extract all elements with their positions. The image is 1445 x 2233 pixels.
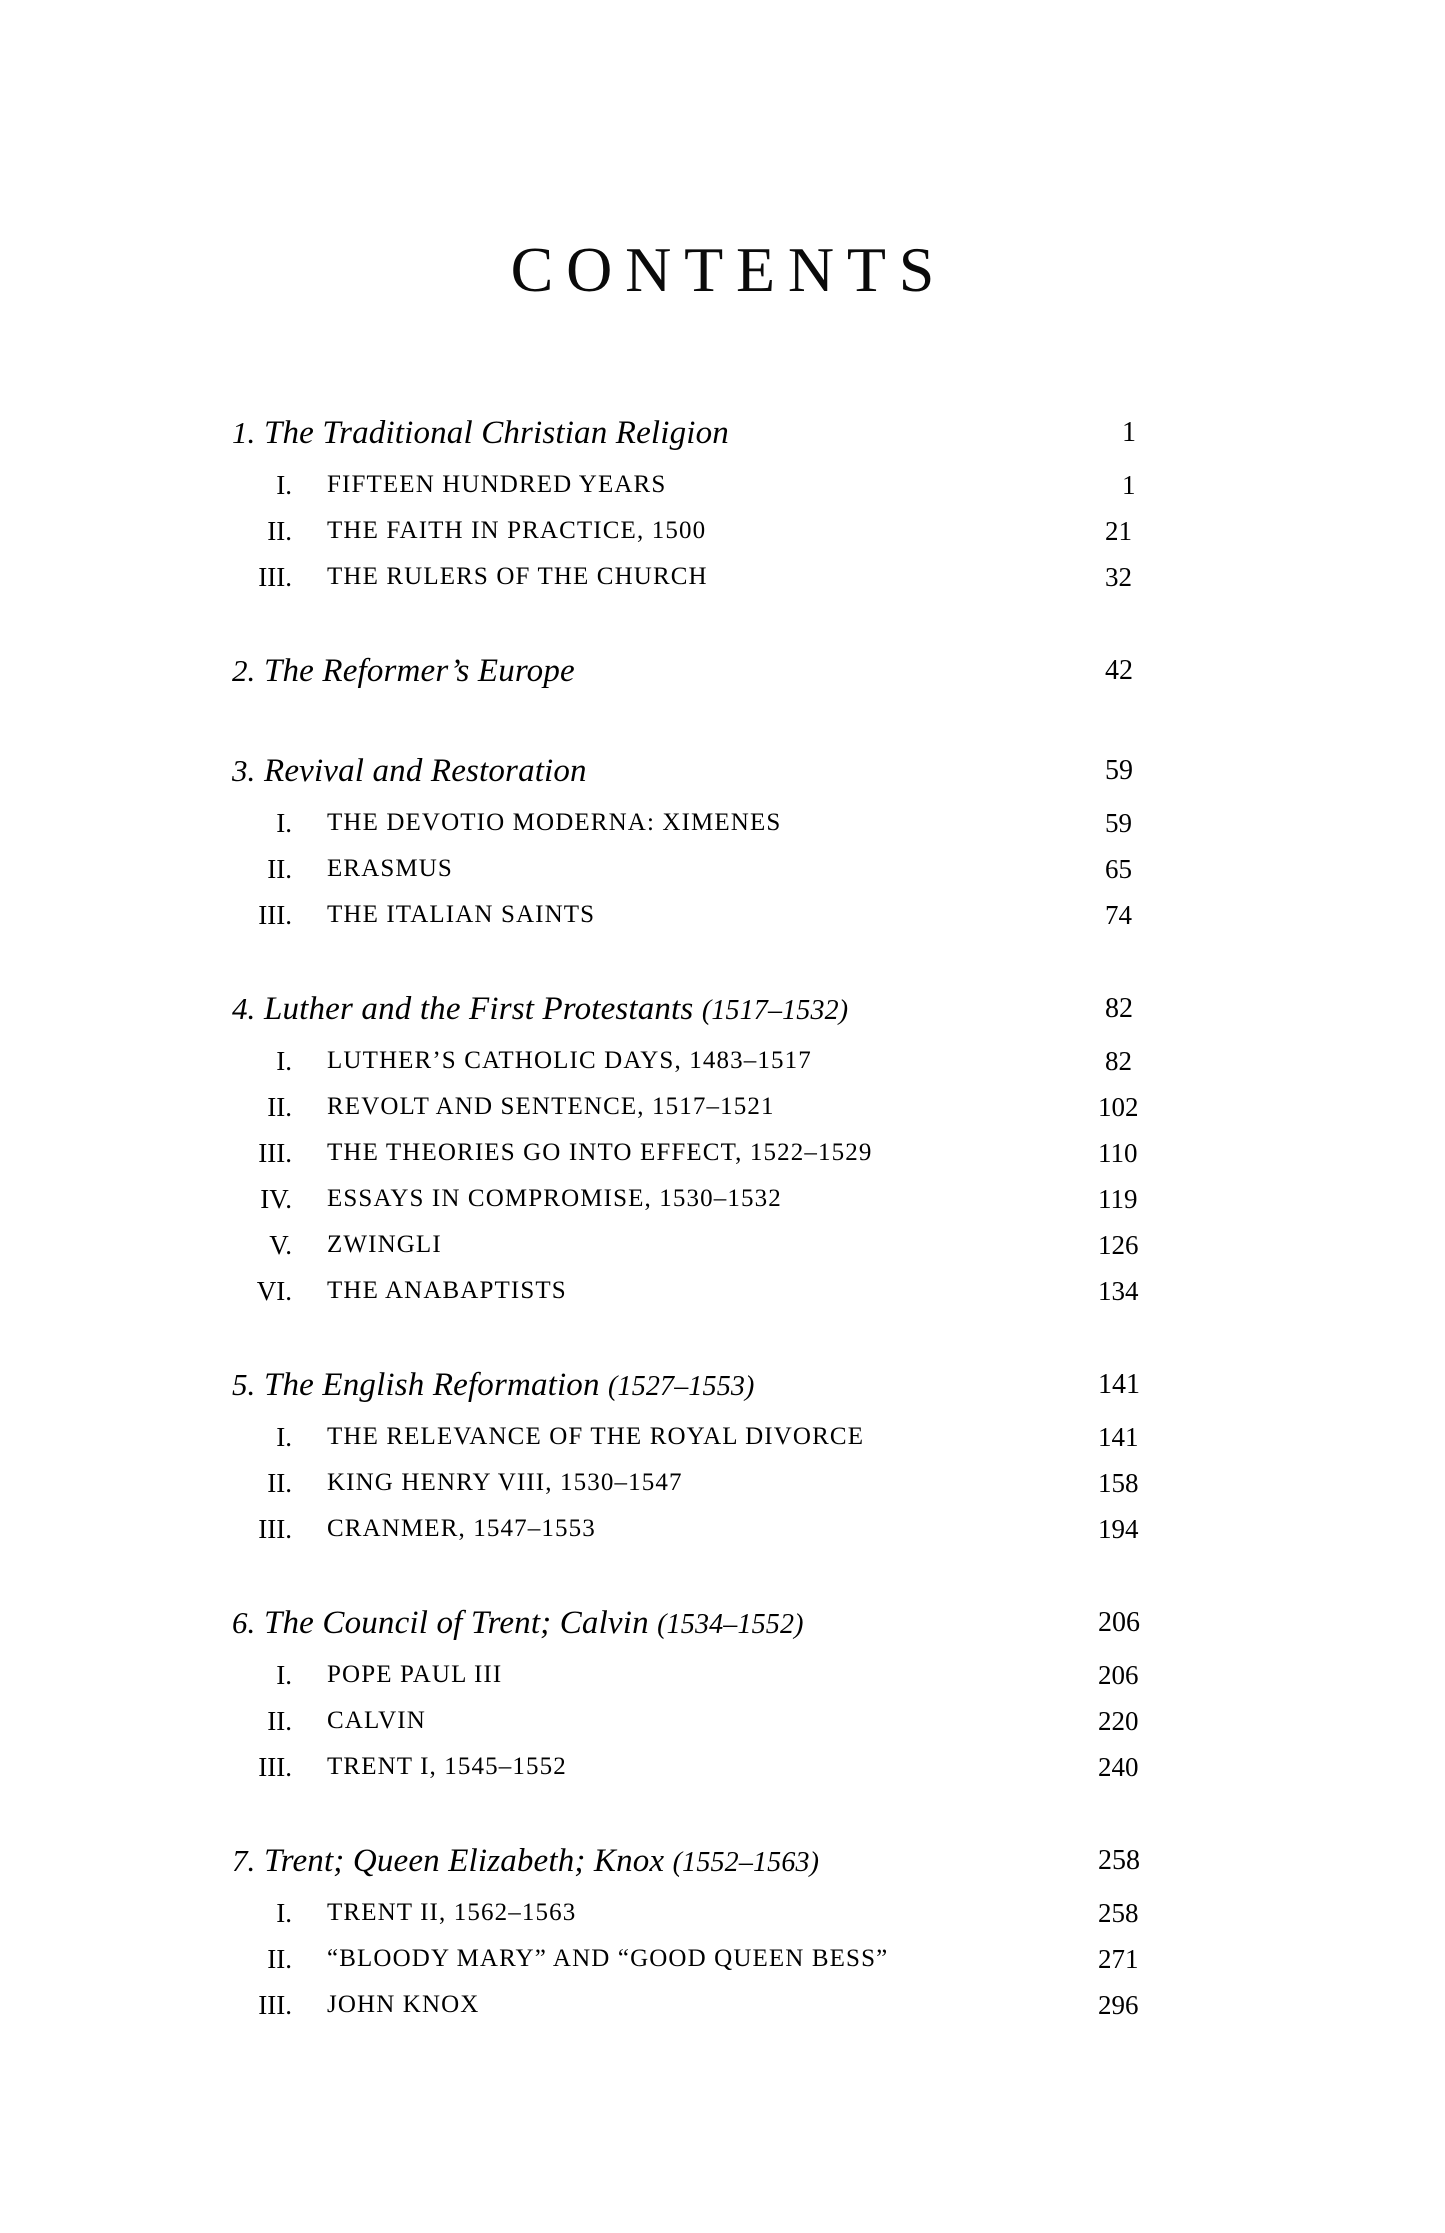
section-label: THE RULERS OF THE CHURCH	[327, 563, 708, 590]
chapter-entry[interactable]	[0, 1362, 1445, 1414]
section-page-number: 240	[1098, 1752, 1139, 1782]
section-label: REVOLT AND SENTENCE, 1517–1521	[327, 1093, 775, 1120]
section-label: THE THEORIES GO INTO EFFECT, 1522–1529	[327, 1139, 873, 1166]
section-roman-numeral: III.	[258, 1752, 292, 1782]
section-label: THE ANABAPTISTS	[327, 1277, 567, 1304]
chapter-entry[interactable]	[0, 648, 1445, 700]
section-entry[interactable]	[0, 1084, 1445, 1130]
section-page-number: 158	[1098, 1468, 1139, 1498]
chapter-number: 2.	[232, 653, 256, 688]
section-label: FIFTEEN HUNDRED YEARS	[327, 471, 667, 498]
chapter-entry[interactable]	[0, 1600, 1445, 1652]
section-roman-numeral: III.	[258, 900, 292, 930]
chapter-title-text: Luther and the First Protestants	[264, 991, 694, 1027]
section-page-number: 1	[1122, 470, 1136, 500]
section-label: KING HENRY VIII, 1530–1547	[327, 1469, 683, 1496]
section-roman-numeral: II.	[267, 1944, 292, 1974]
chapter-title	[264, 986, 848, 1034]
section-entry[interactable]	[0, 1982, 1445, 2028]
chapter-number: 4.	[232, 991, 256, 1026]
section-entry[interactable]	[0, 1890, 1445, 1936]
section-entry[interactable]	[0, 1936, 1445, 1982]
section-label: TRENT II, 1562–1563	[327, 1899, 577, 1926]
section-label: “BLOODY MARY” AND “GOOD QUEEN BESS”	[327, 1945, 889, 1972]
chapter-number: 7.	[232, 1843, 256, 1878]
section-label: LUTHER’S CATHOLIC DAYS, 1483–1517	[327, 1047, 812, 1074]
section-entry[interactable]	[0, 846, 1445, 892]
section-page-number: 194	[1098, 1514, 1139, 1544]
section-page-number: 296	[1098, 1990, 1139, 2020]
section-entry[interactable]	[0, 800, 1445, 846]
section-label: THE FAITH IN PRACTICE, 1500	[327, 517, 707, 544]
section-label: THE RELEVANCE OF THE ROYAL DIVORCE	[327, 1423, 865, 1450]
chapter-group	[0, 748, 1445, 938]
section-roman-numeral: I.	[276, 1660, 292, 1690]
section-label: ESSAYS IN COMPROMISE, 1530–1532	[327, 1185, 782, 1212]
chapter-title-text: Revival and Restoration	[264, 753, 587, 789]
chapter-entry[interactable]	[0, 748, 1445, 800]
section-entry[interactable]	[0, 1460, 1445, 1506]
section-entry[interactable]	[0, 508, 1445, 554]
chapter-year-range: (1517–1532)	[701, 995, 849, 1026]
section-label: ZWINGLI	[327, 1231, 442, 1258]
section-page-number: 220	[1098, 1706, 1139, 1736]
section-roman-numeral: III.	[258, 562, 292, 592]
section-page-number: 59	[1105, 808, 1132, 838]
chapter-title-text: The English Reformation	[264, 1367, 600, 1403]
section-entry[interactable]	[0, 1130, 1445, 1176]
chapter-group	[0, 986, 1445, 1314]
section-page-number: 110	[1098, 1138, 1138, 1168]
section-page-number: 141	[1098, 1422, 1139, 1452]
chapter-page-number: 42	[1105, 655, 1133, 686]
section-roman-numeral: I.	[276, 1046, 292, 1076]
section-entry[interactable]	[0, 462, 1445, 508]
chapter-title-text: The Council of Trent; Calvin	[264, 1605, 649, 1641]
chapter-page-number: 1	[1122, 417, 1136, 448]
section-roman-numeral: I.	[276, 808, 292, 838]
section-entry[interactable]	[0, 554, 1445, 600]
section-roman-numeral: II.	[267, 516, 292, 546]
chapter-entry[interactable]	[0, 1838, 1445, 1890]
section-entry[interactable]	[0, 1744, 1445, 1790]
section-page-number: 74	[1105, 900, 1132, 930]
section-page-number: 82	[1105, 1046, 1132, 1076]
chapter-page-number: 258	[1098, 1845, 1140, 1876]
section-page-number: 32	[1105, 562, 1132, 592]
chapter-year-range: (1552–1563)	[672, 1847, 820, 1878]
section-roman-numeral: I.	[276, 1898, 292, 1928]
chapter-title	[264, 410, 729, 456]
section-entry[interactable]	[0, 1698, 1445, 1744]
chapter-group	[0, 1362, 1445, 1552]
chapter-number: 1.	[232, 415, 256, 450]
chapter-group	[0, 410, 1445, 600]
chapter-title	[264, 1362, 755, 1410]
section-roman-numeral: II.	[267, 1468, 292, 1498]
section-entry[interactable]	[0, 1506, 1445, 1552]
section-label: CRANMER, 1547–1553	[327, 1515, 596, 1542]
section-roman-numeral: I.	[276, 470, 292, 500]
section-roman-numeral: IV.	[260, 1184, 292, 1214]
chapter-year-range: (1527–1553)	[608, 1371, 755, 1402]
section-entry[interactable]	[0, 1176, 1445, 1222]
chapter-number: 3.	[232, 753, 256, 788]
section-page-number: 271	[1098, 1944, 1139, 1974]
section-entry[interactable]	[0, 1268, 1445, 1314]
chapter-title-text: Trent; Queen Elizabeth; Knox	[264, 1843, 665, 1879]
section-label: THE DEVOTIO MODERNA: XIMENES	[327, 809, 782, 836]
section-page-number: 206	[1098, 1660, 1139, 1690]
chapter-group	[0, 1600, 1445, 1790]
section-label: CALVIN	[327, 1707, 426, 1734]
chapter-page-number: 206	[1098, 1607, 1140, 1638]
section-entry[interactable]	[0, 1222, 1445, 1268]
section-page-number: 126	[1098, 1230, 1139, 1260]
section-roman-numeral: III.	[258, 1990, 292, 2020]
section-roman-numeral: I.	[276, 1422, 292, 1452]
chapter-number: 6.	[232, 1605, 256, 1640]
section-page-number: 134	[1098, 1276, 1139, 1306]
page-title: CONTENTS	[510, 234, 948, 305]
section-roman-numeral: V.	[269, 1230, 292, 1260]
section-page-number: 119	[1098, 1184, 1138, 1214]
chapter-title	[264, 748, 587, 794]
section-roman-numeral: II.	[267, 1092, 292, 1122]
section-label: TRENT I, 1545–1552	[327, 1753, 567, 1780]
section-roman-numeral: II.	[267, 1706, 292, 1736]
section-entry[interactable]	[0, 1038, 1445, 1084]
chapter-group	[0, 648, 1445, 700]
chapter-title-text: The Reformer’s Europe	[264, 653, 575, 689]
chapter-group	[0, 1838, 1445, 2028]
section-roman-numeral: III.	[258, 1514, 292, 1544]
contents-list	[0, 410, 1445, 2028]
section-entry[interactable]	[0, 1652, 1445, 1698]
section-page-number: 65	[1105, 854, 1132, 884]
chapter-page-number: 82	[1105, 993, 1133, 1024]
chapter-entry[interactable]	[0, 410, 1445, 462]
chapter-title	[264, 648, 575, 694]
section-roman-numeral: III.	[258, 1138, 292, 1168]
section-roman-numeral: VI.	[256, 1276, 292, 1306]
section-entry[interactable]	[0, 1414, 1445, 1460]
section-roman-numeral: II.	[267, 854, 292, 884]
chapter-page-number: 141	[1098, 1369, 1140, 1400]
section-page-number: 21	[1105, 516, 1132, 546]
section-label: POPE PAUL III	[327, 1661, 503, 1688]
section-label: ERASMUS	[327, 855, 453, 882]
chapter-number: 5.	[232, 1367, 256, 1402]
chapter-year-range: (1534–1552)	[657, 1609, 804, 1640]
chapter-title	[264, 1600, 804, 1648]
section-page-number: 258	[1098, 1898, 1139, 1928]
section-label: THE ITALIAN SAINTS	[327, 901, 596, 928]
chapter-title-text: The Traditional Christian Religion	[264, 415, 729, 451]
chapter-entry[interactable]	[0, 986, 1445, 1038]
section-label: JOHN KNOX	[327, 1991, 480, 2018]
section-page-number: 102	[1098, 1092, 1139, 1122]
section-entry[interactable]	[0, 892, 1445, 938]
chapter-title	[264, 1838, 819, 1886]
chapter-page-number: 59	[1105, 755, 1133, 786]
